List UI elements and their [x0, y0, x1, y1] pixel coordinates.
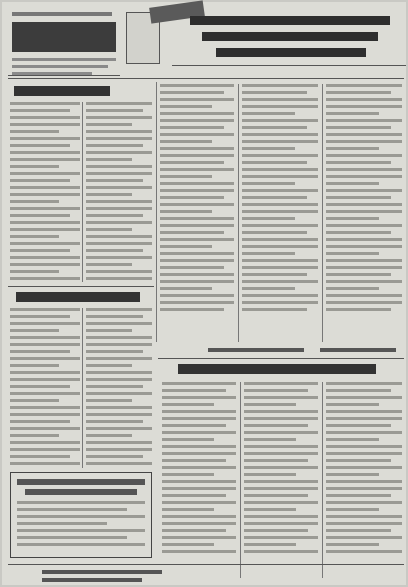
- masthead-subline-1: [12, 58, 116, 61]
- masthead-slogan: [12, 12, 112, 16]
- main-headline: [172, 10, 406, 66]
- announcement-box: [10, 472, 152, 558]
- masthead-logo: [12, 22, 116, 52]
- headline-line-3: [216, 48, 366, 57]
- announcement-text: [17, 501, 145, 550]
- plenum-col-1: [10, 308, 80, 469]
- newspaper-page: [2, 2, 406, 585]
- masthead: [8, 8, 120, 76]
- editorial-headline: [14, 86, 110, 96]
- editorial-col-2: [86, 102, 152, 284]
- footer-publisher: [42, 578, 142, 582]
- appeal-col-1: [160, 84, 234, 315]
- editorial-col-1: [10, 102, 80, 284]
- masthead-subline-2: [12, 65, 108, 68]
- announcement-title: [17, 479, 145, 485]
- footer-editor: [42, 570, 162, 574]
- top-rule: [8, 78, 404, 79]
- appeal-signature-2: [320, 348, 396, 352]
- front-headline: [178, 364, 376, 374]
- plenum-col-2: [86, 308, 152, 469]
- front-col-1: [162, 382, 236, 557]
- appeal-col-3: [326, 84, 402, 315]
- appeal-col-2: [242, 84, 318, 315]
- headline-line-1: [190, 16, 390, 25]
- masthead-subline-3: [12, 72, 92, 75]
- appeal-signature-1: [208, 348, 304, 352]
- front-col-2: [244, 382, 318, 557]
- front-col-3: [326, 382, 402, 557]
- plenum-headline: [16, 292, 140, 302]
- headline-line-2: [202, 32, 378, 41]
